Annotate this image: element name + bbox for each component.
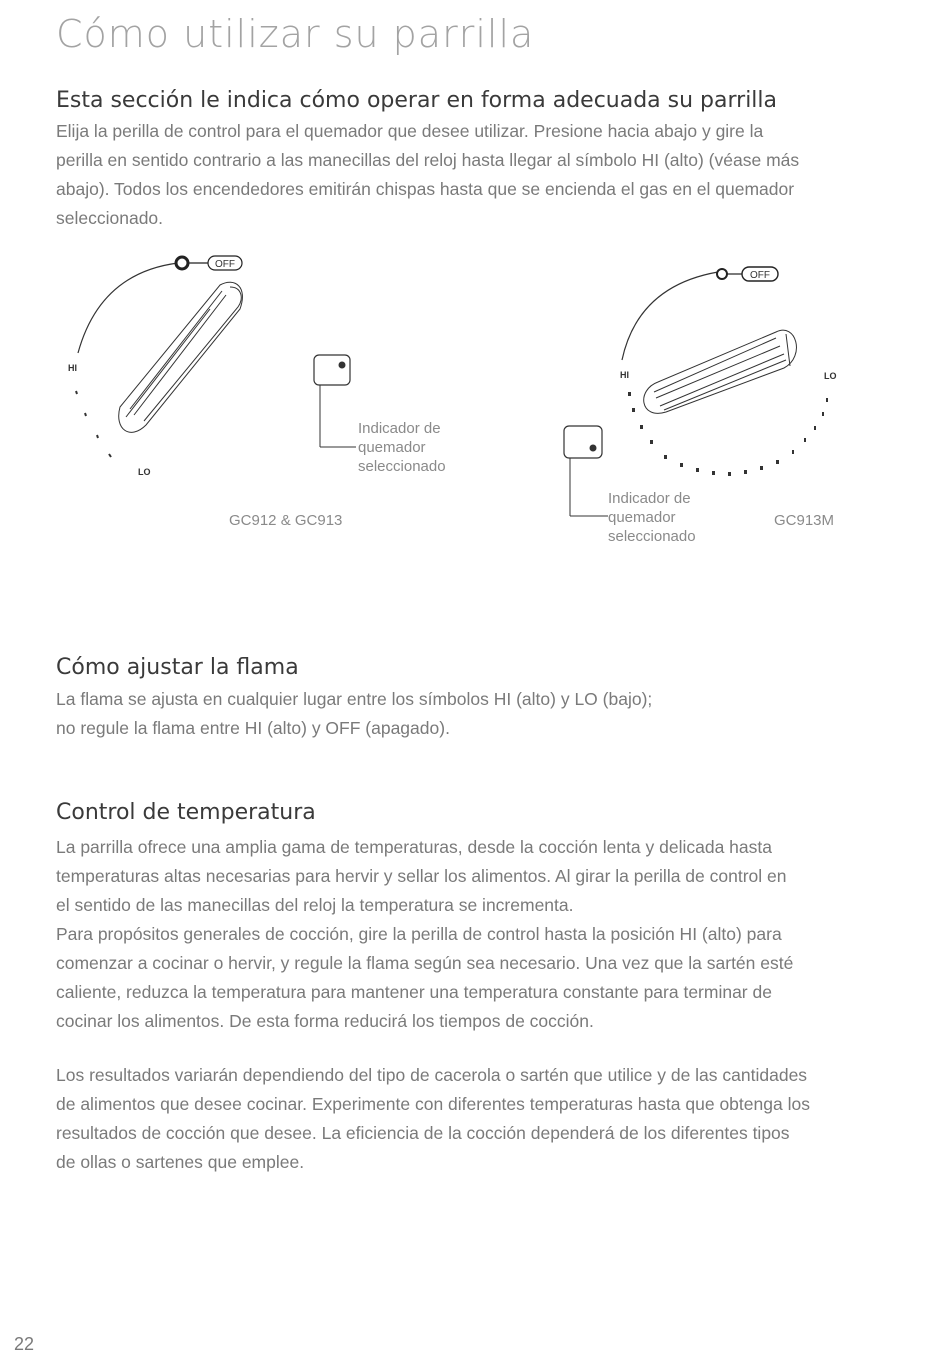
dial-ticks: [76, 391, 111, 457]
lo-label: LO: [138, 467, 151, 477]
text-line: Los resultados variarán dependiendo del tipo de cacerola o sartén que utilice y de las cantidades: [56, 1065, 808, 1085]
text-line: abajo). Todos los encendedores emitirán chispas hasta que se encienda el gas en el quemador: [56, 179, 795, 199]
text-line: caliente, reduzca la temperatura para mantener una temperatura constante para terminar de: [56, 982, 772, 1002]
text-line: La parrilla ofrece una amplia gama de temperaturas, desde la cocción lenta y delicada hasta: [56, 837, 772, 857]
model-label-left: GC912 & GC913: [229, 512, 343, 529]
section-heading-flame: Cómo ajustar la flama: [56, 655, 299, 680]
label-line: quemador: [608, 509, 676, 526]
page-title: Cómo utilizar su parrilla: [56, 12, 535, 56]
section-heading-temperature: Control de temperatura: [56, 800, 316, 825]
text-line: resultados de cocción que desee. La eficiencia de la cocción dependerá de los diferentes tipos: [56, 1123, 790, 1143]
lo-label: LO: [824, 371, 837, 381]
hi-label: HI: [620, 370, 629, 380]
model-label-right: GC913M: [774, 512, 835, 529]
text-line: seleccionado.: [56, 208, 164, 228]
text-line: Elija la perilla de control para el quemador que desee utilizar. Presione hacia abajo y gire la: [56, 121, 764, 141]
dial-arc: [622, 272, 718, 360]
label-line: Indicador de: [358, 420, 441, 437]
text-line: de alimentos que desee cocinar. Experimente con diferentes temperaturas hasta que obtenga los: [56, 1094, 810, 1114]
knob-diagram-gc913m: [600, 258, 860, 498]
off-position-dot: [176, 257, 188, 269]
knob-handle-icon: [644, 330, 797, 413]
text-line: de ollas o sartenes que emplee.: [56, 1152, 305, 1172]
knob-handle-icon: [119, 282, 243, 432]
burner-indicator-right: [562, 424, 612, 542]
text-line: Para propósitos generales de cocción, gire la perilla de control hasta la posición HI (alto) para: [56, 924, 782, 944]
intro-paragraph: [56, 117, 799, 233]
label-line: seleccionado: [358, 458, 446, 475]
hi-label: HI: [68, 363, 77, 373]
text-line: comenzar a cocinar o hervir, y regule la flama según sea necesario. Una vez que la sartén esté: [56, 953, 794, 973]
text-line: perilla en sentido contrario a las manecillas del reloj hasta llegar al símbolo HI (alto) (véase más: [56, 150, 800, 170]
flame-paragraph: [56, 685, 652, 743]
text-line: La flama se ajusta en cualquier lugar entre los símbolos HI (alto) y LO (bajo);: [56, 689, 653, 709]
page-number: 22: [14, 1334, 35, 1354]
burner-indicator-left: [312, 353, 362, 463]
label-line: Indicador de: [608, 490, 691, 507]
indicator-label-right: [608, 489, 696, 546]
text-line: el sentido de las manecillas del reloj la temperatura se incrementa.: [56, 895, 574, 915]
temperature-paragraph-1: [56, 833, 793, 1036]
temperature-paragraph-2: [56, 1061, 810, 1177]
off-label: OFF: [750, 270, 770, 281]
section-heading-intro: Esta sección le indica cómo operar en forma adecuada su parrilla: [56, 88, 778, 113]
label-line: quemador: [358, 439, 426, 456]
text-line: cocinar los alimentos. De esta forma reducirá los tiempos de cocción.: [56, 1011, 594, 1031]
label-line: seleccionado: [608, 528, 696, 545]
text-line: no regule la flama entre HI (alto) y OFF (apagado).: [56, 718, 450, 738]
text-line: temperaturas altas necesarias para hervir y sellar los alimentos. Al girar la perilla de control en: [56, 866, 787, 886]
off-position-dot: [717, 269, 727, 279]
off-label: OFF: [215, 259, 235, 270]
indicator-label-left: [358, 419, 446, 476]
dial-arc: [78, 263, 178, 353]
